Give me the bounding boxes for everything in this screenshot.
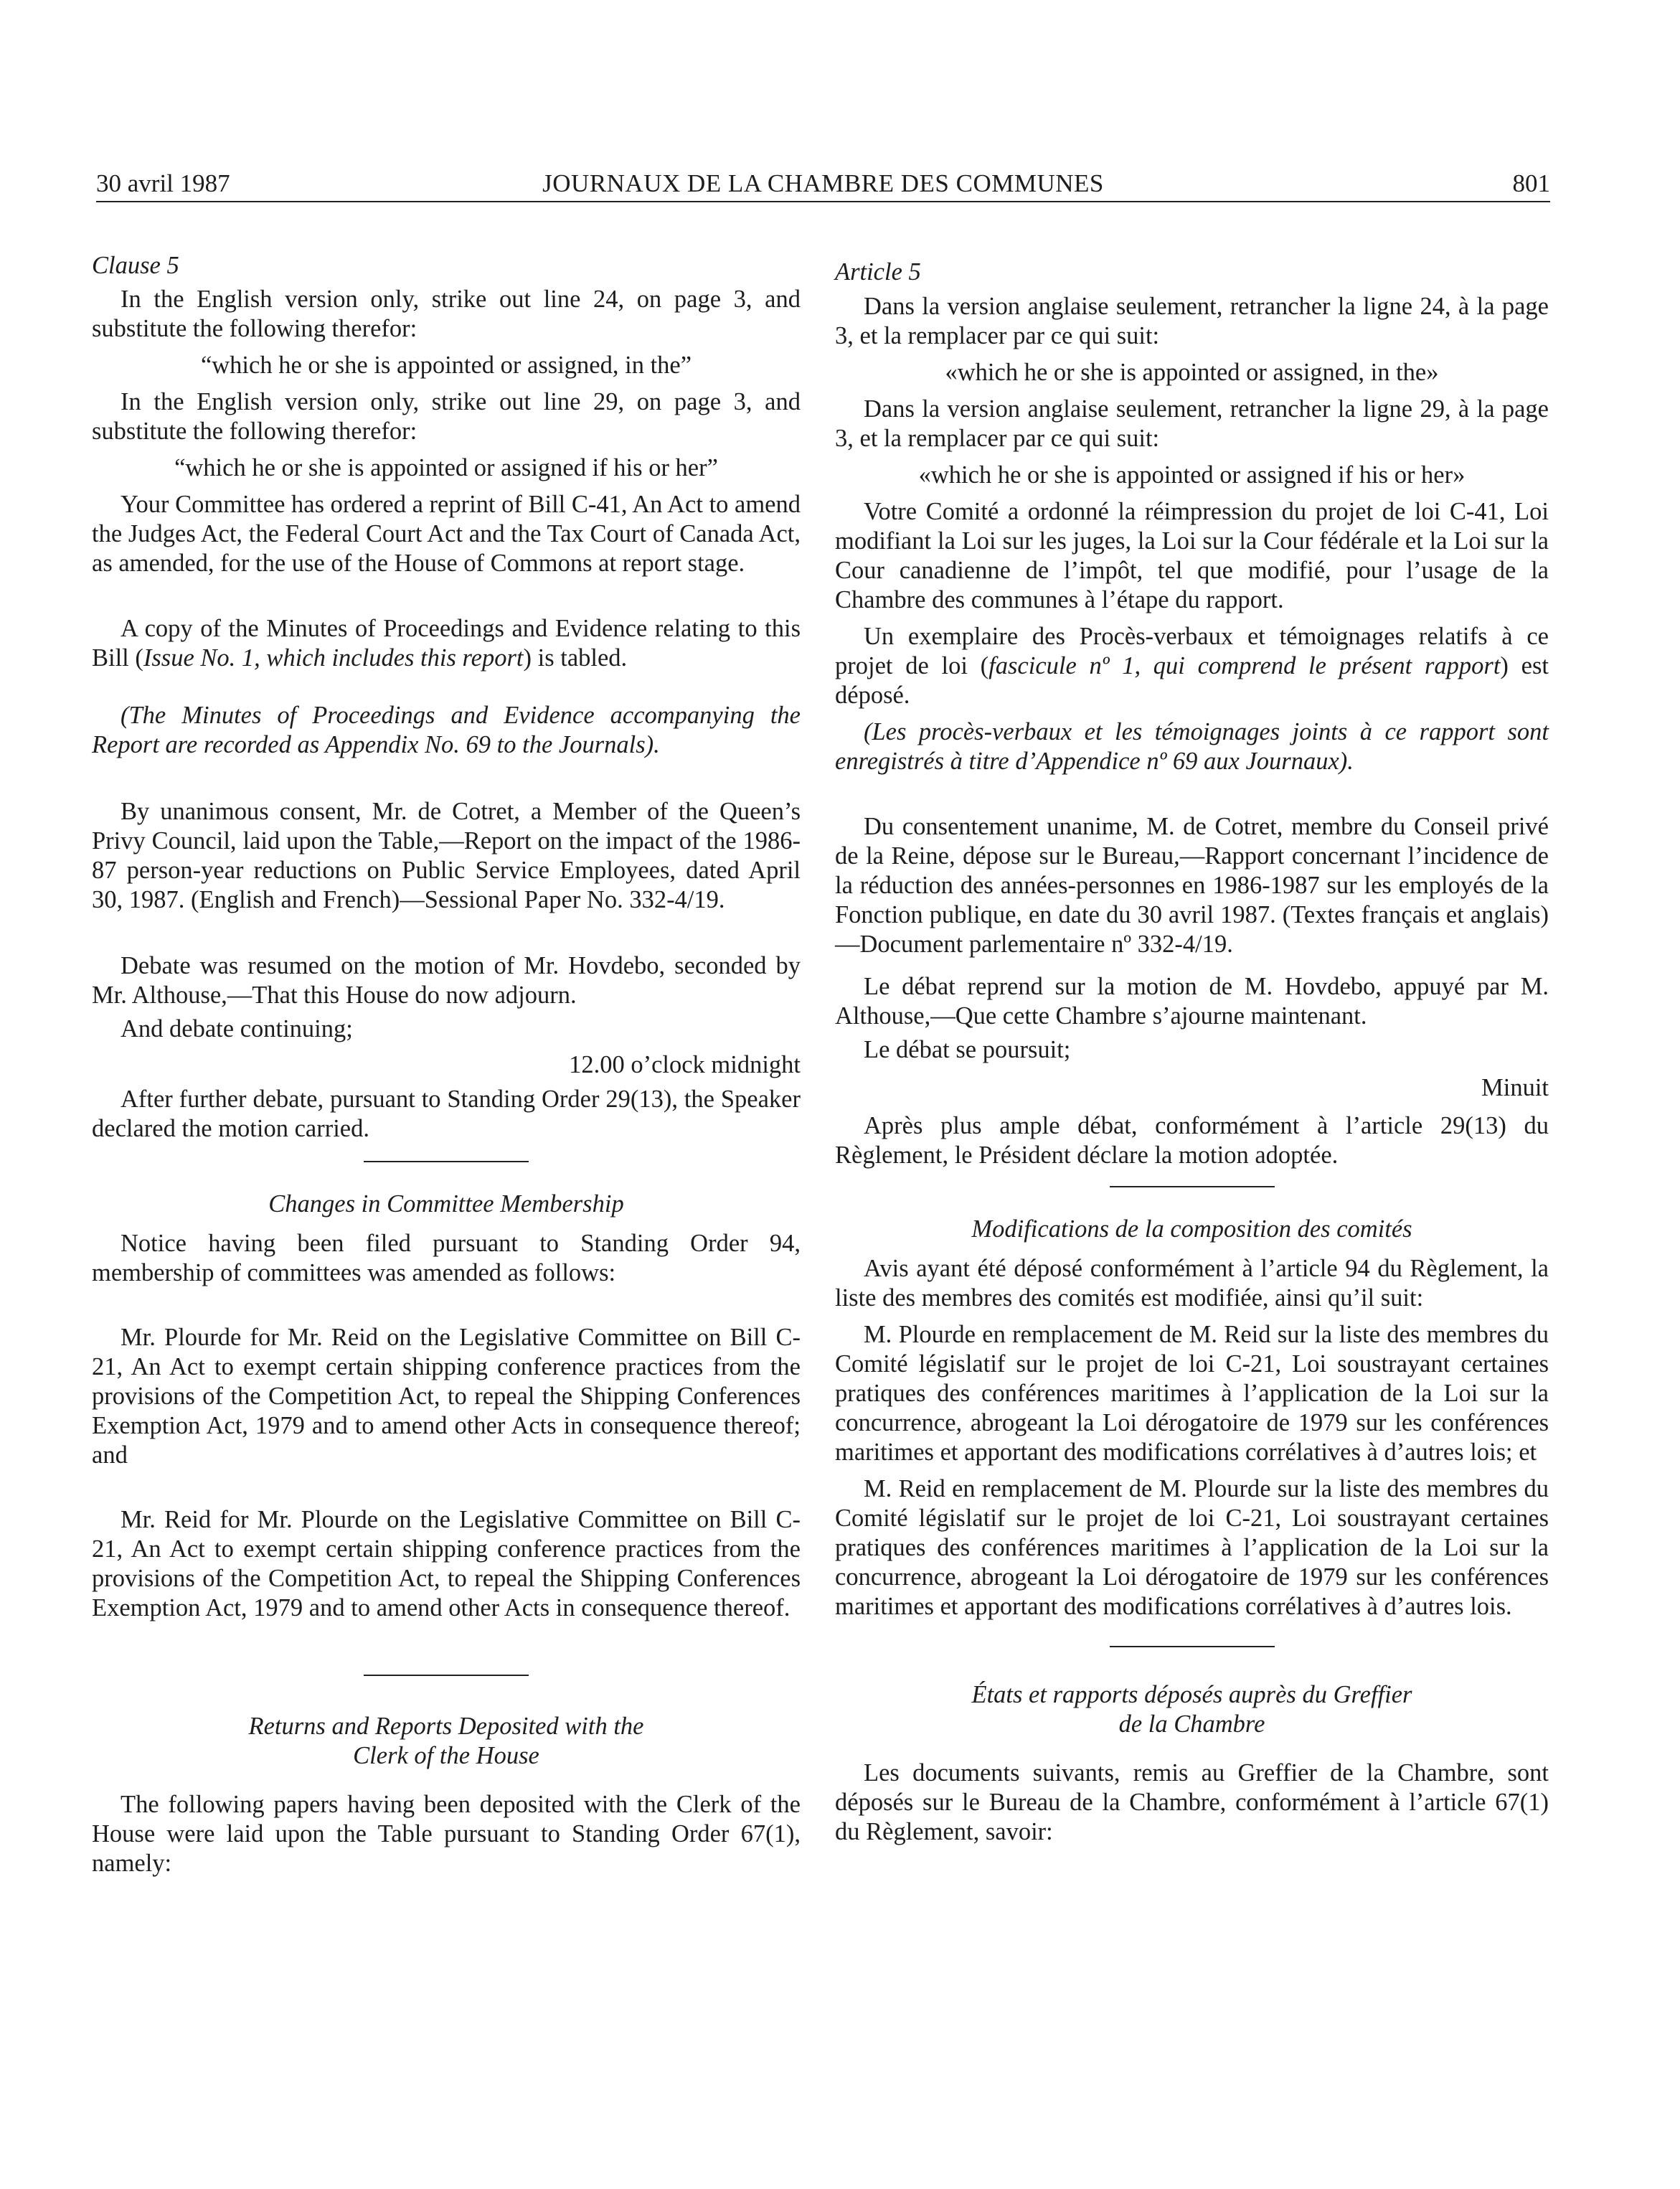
time-marker: Minuit [1481, 1074, 1549, 1101]
amendment-2-text: In the English version only, strike out line 29, on page 3, and substitute the following therefor: [92, 388, 801, 445]
header-title: JOURNAUX DE LA CHAMBRE DES COMMUNES [542, 169, 1104, 197]
article-heading: Article 5 [835, 258, 921, 286]
amendment-2-quote: «which he or she is appointed or assigned if his or her» [918, 461, 1466, 489]
section-divider [1110, 1646, 1275, 1647]
amendment-2-quote: “which he or she is appointed or assigned if his or her” [174, 454, 718, 481]
further-debate-paragraph: After further debate, pursuant to Standing Order 29(13), the Speaker declared the motion carried. [92, 1086, 801, 1142]
amendment-1-text: Dans la version anglaise seulement, retrancher la ligne 24, à la page 3, et la remplacer par ce qui suit: [835, 293, 1549, 349]
header-rule [96, 201, 1550, 202]
issue-reference: fascicule nº 1, qui comprend le présent rapport [988, 652, 1501, 679]
returns-heading-line-1: États et rapports déposés auprès du Greffier [971, 1681, 1412, 1708]
returns-heading-line-2: Clerk of the House [353, 1742, 539, 1769]
reprint-paragraph: Your Committee has ordered a reprint of Bill C-41, An Act to amend the Judges Act, the Federal Court Act and the Tax Court of Canada Act, as amended, for the use of the House of Commons at report stage. [92, 491, 801, 577]
header-date: 30 avril 1987 [96, 169, 230, 197]
french-column [835, 258, 1549, 1847]
returns-paragraph: The following papers having been deposited with the Clerk of the House were laid upon the Table pursuant to Standing Order 67(1), namely: [92, 1791, 801, 1877]
committee-membership-heading: Modifications de la composition des comités [971, 1215, 1412, 1243]
debate-resumed-paragraph: Le débat reprend sur la motion de M. Hovdebo, appuyé par M. Althouse,—Que cette Chambre s’ajourne maintenant. [835, 973, 1549, 1030]
notice-paragraph: Notice having been filed pursuant to Standing Order 94, membership of committees was amended as follows: [92, 1230, 801, 1286]
section-divider [1110, 1186, 1275, 1187]
running-header [96, 166, 1550, 202]
section-divider [364, 1161, 529, 1162]
plourde-paragraph: M. Plourde en remplacement de M. Reid sur la liste des membres du Comité législatif sur le projet de loi C-21, Loi soustrayant certaines pratiques des conférences maritimes à l’application de la Loi sur la concurrence, abrogeant la Loi dérogatoire de 1979 sur les conférences maritimes et apportant des modifications corrélatives à d’autres lois; et [835, 1321, 1549, 1466]
issue-reference: Issue No. 1, which includes this report [143, 644, 524, 672]
further-debate-paragraph: Après plus ample débat, conformément à l’article 29(13) du Règlement, le Président déclare la motion adoptée. [835, 1112, 1549, 1169]
unanimous-consent-paragraph: By unanimous consent, Mr. de Cotret, a Member of the Queen’s Privy Council, laid upon the Table,—Report on the impact of the 1986-87 person-year reductions on Public Service Employees, dated April 30, 1987. (English and French)—Sessional Paper No. 332-4/19. [92, 798, 801, 913]
committee-membership-heading: Changes in Committee Membership [268, 1190, 624, 1218]
reprint-paragraph: Votre Comité a ordonné la réimpression du projet de loi C-41, Loi modifiant la Loi sur les juges, la Loi sur la Cour fédérale et la Loi sur la Cour canadienne de l’impôt, tel que modifié, pour l’usage de la Chambre des communes à l’étape du rapport. [835, 498, 1549, 613]
debate-continuing: And debate continuing; [121, 1015, 353, 1042]
clause-heading: Clause 5 [92, 252, 179, 279]
english-column [92, 251, 801, 1878]
returns-heading-line-1: Returns and Reports Deposited with the [248, 1713, 644, 1740]
notice-paragraph: Avis ayant été déposé conformément à l’article 94 du Règlement, la liste des membres des comités est modifiée, ainsi qu’il suit: [835, 1255, 1549, 1312]
returns-heading-line-2: de la Chambre [1118, 1710, 1265, 1738]
unanimous-consent-paragraph: Du consentement unanime, M. de Cotret, membre du Conseil privé de la Reine, dépose sur le Bureau,—Rapport concernant l’incidence de la réduction des années-personnes en 1986-1987 sur les employés de la Fonction publique, en date du 30 avril 1987. (Textes français et anglais)—Document parlementaire nº 332-4/19. [835, 813, 1549, 958]
minutes-copy-paragraph: A copy of the Minutes of Proceedings and Evidence relating to this Bill (Issue No. 1, which includes this report) is tabled. [92, 615, 801, 672]
amendment-1-quote: “which he or she is appointed or assigned, in the” [200, 352, 692, 379]
amendment-2-text: Dans la version anglaise seulement, retrancher la ligne 29, à la page 3, et la remplacer par ce qui suit: [835, 395, 1549, 452]
section-divider [364, 1675, 529, 1676]
amendment-1-quote: «which he or she is appointed or assigned, in the» [945, 359, 1439, 386]
appendix-note: (The Minutes of Proceedings and Evidence accompanying the Report are recorded as Appendix No. 69 to the Journals). [92, 702, 801, 758]
reid-paragraph: Mr. Reid for Mr. Plourde on the Legislative Committee on Bill C-21, An Act to exempt certain shipping conference practices from the provisions of the Competition Act, to repeal the Shipping Conferences Exemption Act, 1979 and to amend other Acts in consequence thereof. [92, 1506, 801, 1621]
appendix-note: (Les procès-verbaux et les témoignages joints à ce rapport sont enregistrés à titre d’Appendice nº 69 aux Journaux). [835, 718, 1549, 775]
debate-continuing: Le débat se poursuit; [864, 1036, 1071, 1063]
amendment-1-text: In the English version only, strike out line 24, on page 3, and substitute the following therefor: [92, 286, 801, 342]
plourde-paragraph: Mr. Plourde for Mr. Reid on the Legislative Committee on Bill C-21, An Act to exempt certain shipping conference practices from the provisions of the Competition Act, to repeal the Shipping Conferences Exemption Act, 1979 and to amend other Acts in consequence thereof; and [92, 1324, 801, 1469]
returns-paragraph: Les documents suivants, remis au Greffier de la Chambre, sont déposés sur le Bureau de la Chambre, conformément à l’article 67(1) du Règlement, savoir: [835, 1759, 1549, 1845]
reid-paragraph: M. Reid en remplacement de M. Plourde sur la liste des membres du Comité législatif sur le projet de loi C-21, Loi soustrayant certaines pratiques des conférences maritimes à l’application de la Loi sur la concurrence, abrogeant la Loi dérogatoire de 1979 sur les conférences maritimes et apportant des modifications corrélatives à d’autres lois. [835, 1475, 1549, 1620]
minutes-copy-paragraph: Un exemplaire des Procès-verbaux et témoignages relatifs à ce projet de loi (fascicule nº 1, qui comprend le présent rapport) est déposé. [835, 623, 1549, 709]
page-number: 801 [1512, 169, 1550, 197]
debate-resumed-paragraph: Debate was resumed on the motion of Mr. Hovdebo, seconded by Mr. Althouse,—That this House do now adjourn. [92, 952, 801, 1009]
time-marker: 12.00 o’clock midnight [569, 1051, 801, 1078]
